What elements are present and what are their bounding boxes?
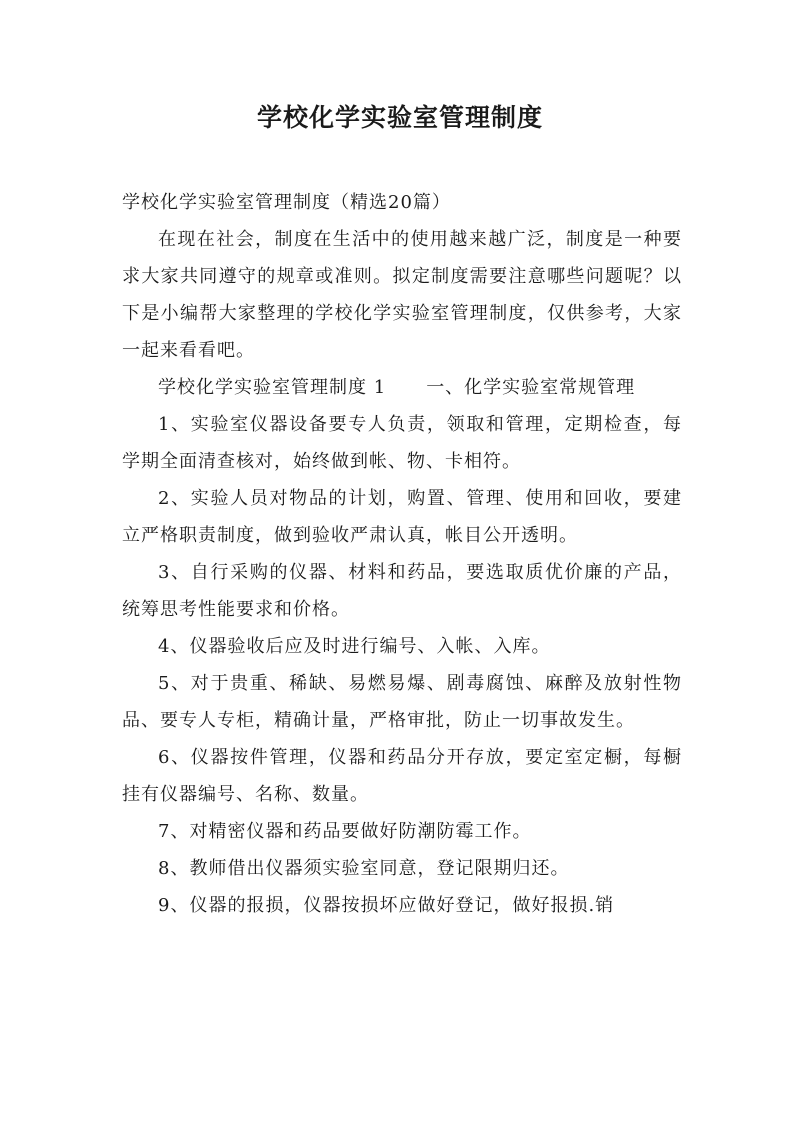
intro-paragraph: 在现在社会，制度在生活中的使用越来越广泛，制度是一种要求大家共同遵守的规章或准则。拟定制度需要注意哪些问题呢？以下是小编帮大家整理的学校化学实验室管理制度，仅供参考，大家一起来看看吧。	[122, 229, 682, 361]
list-item: 8、教师借出仪器须实验室同意，登记限期归还。	[158, 858, 570, 879]
list-item: 1、实验室仪器设备要专人负责，领取和管理，定期检查，每学期全面清查核对，始终做到帐、物、卡相符。	[122, 414, 682, 472]
document-subtitle: 学校化学实验室管理制度（精选20篇）	[122, 192, 451, 213]
section-heading: 学校化学实验室管理制度 1	[158, 377, 387, 398]
document-body	[122, 184, 682, 924]
section-subheading: 一、化学实验室常规管理	[426, 377, 636, 398]
list-item: 7、对精密仪器和药品要做好防潮防霉工作。	[158, 821, 532, 842]
document-title: 学校化学实验室管理制度	[256, 103, 543, 132]
list-item: 6、仪器按件管理，仪器和药品分开存放，要定室定橱，每橱挂有仪器编号、名称、数量。	[122, 747, 682, 805]
list-item: 9、仪器的报损，仪器按损坏应做好登记，做好报损.销	[158, 895, 615, 916]
list-item: 3、自行采购的仪器、材料和药品，要选取质优价廉的产品，统筹思考性能要求和价格。	[122, 562, 682, 620]
list-item: 4、仪器验收后应及时进行编号、入帐、入库。	[158, 636, 551, 657]
section-heading-paragraph	[122, 369, 682, 406]
list-item: 2、实验人员对物品的计划，购置、管理、使用和回收，要建立严格职责制度，做到验收严肃认真，帐目公开透明。	[122, 488, 682, 546]
list-item: 5、对于贵重、稀缺、易燃易爆、剧毒腐蚀、麻醉及放射性物品、要专人专柜，精确计量，严格审批，防止一切事故发生。	[122, 673, 682, 731]
